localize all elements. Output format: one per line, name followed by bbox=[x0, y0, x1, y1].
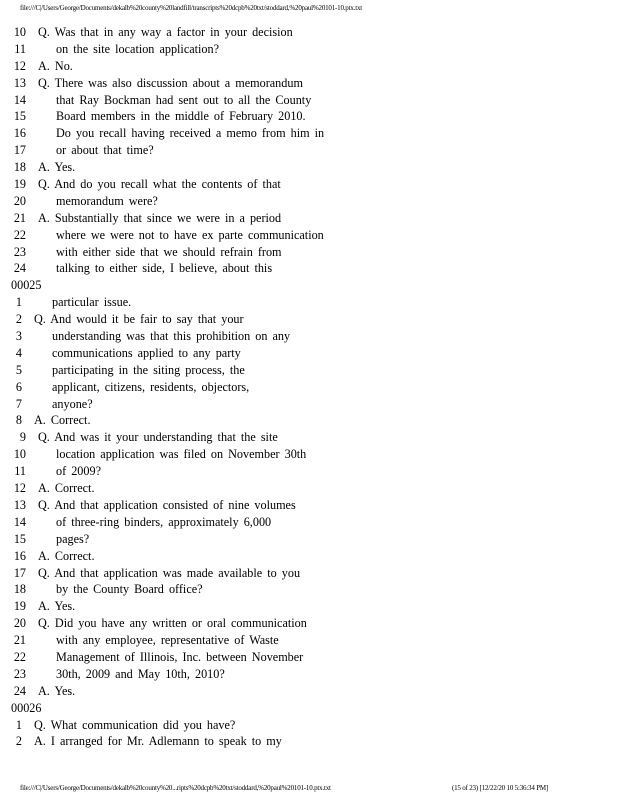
line-text: of three-ring binders, approximately 6,000 bbox=[56, 514, 272, 529]
line-number: 16 bbox=[13, 548, 26, 563]
line-text: 30th, 2009 and May 10th, 2010? bbox=[56, 666, 225, 681]
transcript-line bbox=[0, 463, 618, 480]
line-text: Board members in the middle of February 2010. bbox=[56, 109, 306, 124]
line-text: A. I arranged for Mr. Adlemann to speak to my bbox=[34, 734, 282, 749]
line-number: 15 bbox=[13, 109, 26, 124]
transcript-line bbox=[0, 159, 618, 176]
transcript-line bbox=[0, 531, 618, 548]
line-text: talking to either side, I believe, about this bbox=[56, 261, 273, 276]
line-number: 13 bbox=[13, 75, 26, 90]
page-marker bbox=[0, 700, 618, 717]
transcript-line bbox=[0, 345, 618, 362]
line-text: Management of Illinois, Inc. between November bbox=[56, 649, 304, 664]
transcript-line bbox=[0, 58, 618, 75]
transcript-line bbox=[0, 733, 618, 750]
line-text: memorandum were? bbox=[56, 193, 158, 208]
transcript-line bbox=[0, 581, 618, 598]
transcript-line bbox=[0, 666, 618, 683]
line-text: applicant, citizens, residents, objectors, bbox=[52, 379, 250, 394]
transcript-line bbox=[0, 142, 618, 159]
line-number: 8 bbox=[15, 413, 22, 428]
transcript-body bbox=[0, 24, 618, 750]
transcript-line bbox=[0, 210, 618, 227]
line-text: A. No. bbox=[38, 58, 73, 73]
line-number: 17 bbox=[13, 143, 26, 158]
line-text: Q. And do you recall what the contents of that bbox=[38, 177, 281, 192]
transcript-line bbox=[0, 412, 618, 429]
page-number-marker: 00025 bbox=[11, 278, 42, 293]
transcript-line bbox=[0, 396, 618, 413]
line-number: 16 bbox=[13, 126, 26, 141]
line-text: location application was filed on November 30th bbox=[56, 447, 307, 462]
transcript-line bbox=[0, 565, 618, 582]
file-path-header: file:///C|/Users/George/Documents/dekalb%20county%20landfill/transcripts%20dcpb%20txt/stoddard,%20paul%20101-10.ptx.txt bbox=[20, 4, 362, 12]
line-number: 22 bbox=[13, 649, 26, 664]
transcript-line bbox=[0, 125, 618, 142]
transcript-line bbox=[0, 193, 618, 210]
line-number: 21 bbox=[13, 633, 26, 648]
line-number: 18 bbox=[13, 160, 26, 175]
line-text: understanding was that this prohibition on any bbox=[52, 329, 291, 344]
line-text: or about that time? bbox=[56, 143, 154, 158]
line-number: 15 bbox=[13, 531, 26, 546]
line-number: 18 bbox=[13, 582, 26, 597]
line-number: 4 bbox=[15, 345, 22, 360]
line-number: 19 bbox=[13, 177, 26, 192]
line-text: Q. Did you have any written or oral communication bbox=[38, 616, 307, 631]
line-text: Q. Was that in any way a factor in your decision bbox=[38, 25, 293, 39]
line-number: 9 bbox=[19, 430, 26, 445]
page-info-footer: (15 of 23) [12/22/20 10 5:36:34 PM] bbox=[452, 784, 549, 792]
transcript-line bbox=[0, 41, 618, 58]
line-number: 20 bbox=[13, 616, 26, 631]
transcript-line bbox=[0, 480, 618, 497]
transcript-line bbox=[0, 244, 618, 261]
line-number: 1 bbox=[15, 717, 22, 732]
transcript-line bbox=[0, 717, 618, 734]
line-text: communications applied to any party bbox=[52, 345, 241, 360]
line-text: A. Correct. bbox=[38, 481, 95, 496]
line-number: 10 bbox=[13, 447, 26, 462]
line-text: pages? bbox=[56, 531, 90, 546]
transcript-line bbox=[0, 92, 618, 109]
line-number: 10 bbox=[13, 25, 26, 39]
page-number-marker: 00026 bbox=[11, 700, 42, 715]
line-text: particular issue. bbox=[52, 295, 132, 310]
line-number: 20 bbox=[13, 193, 26, 208]
line-text: Q. And was it your understanding that the site bbox=[38, 430, 278, 445]
transcript-line bbox=[0, 429, 618, 446]
line-text: with any employee, representative of Waste bbox=[56, 633, 279, 648]
line-text: Q. And that application consisted of nine volumes bbox=[38, 497, 296, 512]
page-marker bbox=[0, 277, 618, 294]
line-number: 11 bbox=[14, 41, 26, 56]
file-path-footer: file:///C|/Users/George/Documents/dekalb%20county%20...ripts%20dcpb%20txt/stoddard,%20paul%20101-10.ptx.txt bbox=[20, 784, 331, 792]
line-text: Q. There was also discussion about a memorandum bbox=[38, 75, 303, 90]
transcript-line bbox=[0, 514, 618, 531]
transcript-line bbox=[0, 446, 618, 463]
transcript-line bbox=[0, 328, 618, 345]
line-number: 21 bbox=[13, 210, 26, 225]
transcript-line bbox=[0, 497, 618, 514]
line-number: 24 bbox=[13, 261, 26, 276]
line-text: with either side that we should refrain from bbox=[56, 244, 282, 259]
line-number: 2 bbox=[15, 312, 22, 327]
line-text: A. Yes. bbox=[38, 683, 76, 698]
transcript-line bbox=[0, 311, 618, 328]
line-text: participating in the siting process, the bbox=[52, 362, 245, 377]
line-text: Q. What communication did you have? bbox=[34, 717, 236, 732]
line-number: 5 bbox=[15, 362, 22, 377]
transcript-line bbox=[0, 379, 618, 396]
line-number: 22 bbox=[13, 227, 26, 242]
line-number: 23 bbox=[13, 666, 26, 681]
line-text: of 2009? bbox=[56, 464, 101, 479]
line-number: 7 bbox=[15, 396, 22, 411]
line-text: Q. And would it be fair to say that your bbox=[34, 312, 244, 327]
line-text: A. Yes. bbox=[38, 599, 76, 614]
line-number: 1 bbox=[15, 295, 22, 310]
line-text: anyone? bbox=[52, 396, 93, 411]
transcript-line bbox=[0, 548, 618, 565]
transcript-line bbox=[0, 75, 618, 92]
transcript-line bbox=[0, 176, 618, 193]
line-number: 6 bbox=[15, 379, 22, 394]
line-number: 2 bbox=[15, 734, 22, 749]
transcript-line bbox=[0, 108, 618, 125]
transcript-line bbox=[0, 362, 618, 379]
line-text: Do you recall having received a memo from him in bbox=[56, 126, 325, 141]
line-number: 14 bbox=[13, 92, 26, 107]
line-number: 12 bbox=[13, 481, 26, 496]
transcript-line bbox=[0, 598, 618, 615]
transcript-line bbox=[0, 649, 618, 666]
transcript-line bbox=[0, 683, 618, 700]
line-text: by the County Board office? bbox=[56, 582, 203, 597]
line-number: 3 bbox=[15, 329, 22, 344]
line-number: 14 bbox=[13, 514, 26, 529]
line-text: Q. And that application was made available to you bbox=[38, 565, 301, 580]
line-text: that Ray Bockman had sent out to all the County bbox=[56, 92, 312, 107]
transcript-line bbox=[0, 227, 618, 244]
line-text: A. Yes. bbox=[38, 160, 76, 175]
line-number: 12 bbox=[13, 58, 26, 73]
transcript-line bbox=[0, 294, 618, 311]
line-text: A. Correct. bbox=[34, 413, 91, 428]
transcript-line bbox=[0, 615, 618, 632]
transcript-line bbox=[0, 260, 618, 277]
line-text: on the site location application? bbox=[56, 41, 220, 56]
line-text: A. Correct. bbox=[38, 548, 95, 563]
line-text: where we were not to have ex parte communication bbox=[56, 227, 324, 242]
line-number: 11 bbox=[14, 464, 26, 479]
transcript-line bbox=[0, 24, 618, 41]
line-number: 19 bbox=[13, 599, 26, 614]
transcript-line bbox=[0, 632, 618, 649]
line-number: 13 bbox=[13, 497, 26, 512]
line-number: 24 bbox=[13, 683, 26, 698]
line-number: 17 bbox=[13, 565, 26, 580]
line-text: A. Substantially that since we were in a period bbox=[38, 210, 282, 225]
line-number: 23 bbox=[13, 244, 26, 259]
